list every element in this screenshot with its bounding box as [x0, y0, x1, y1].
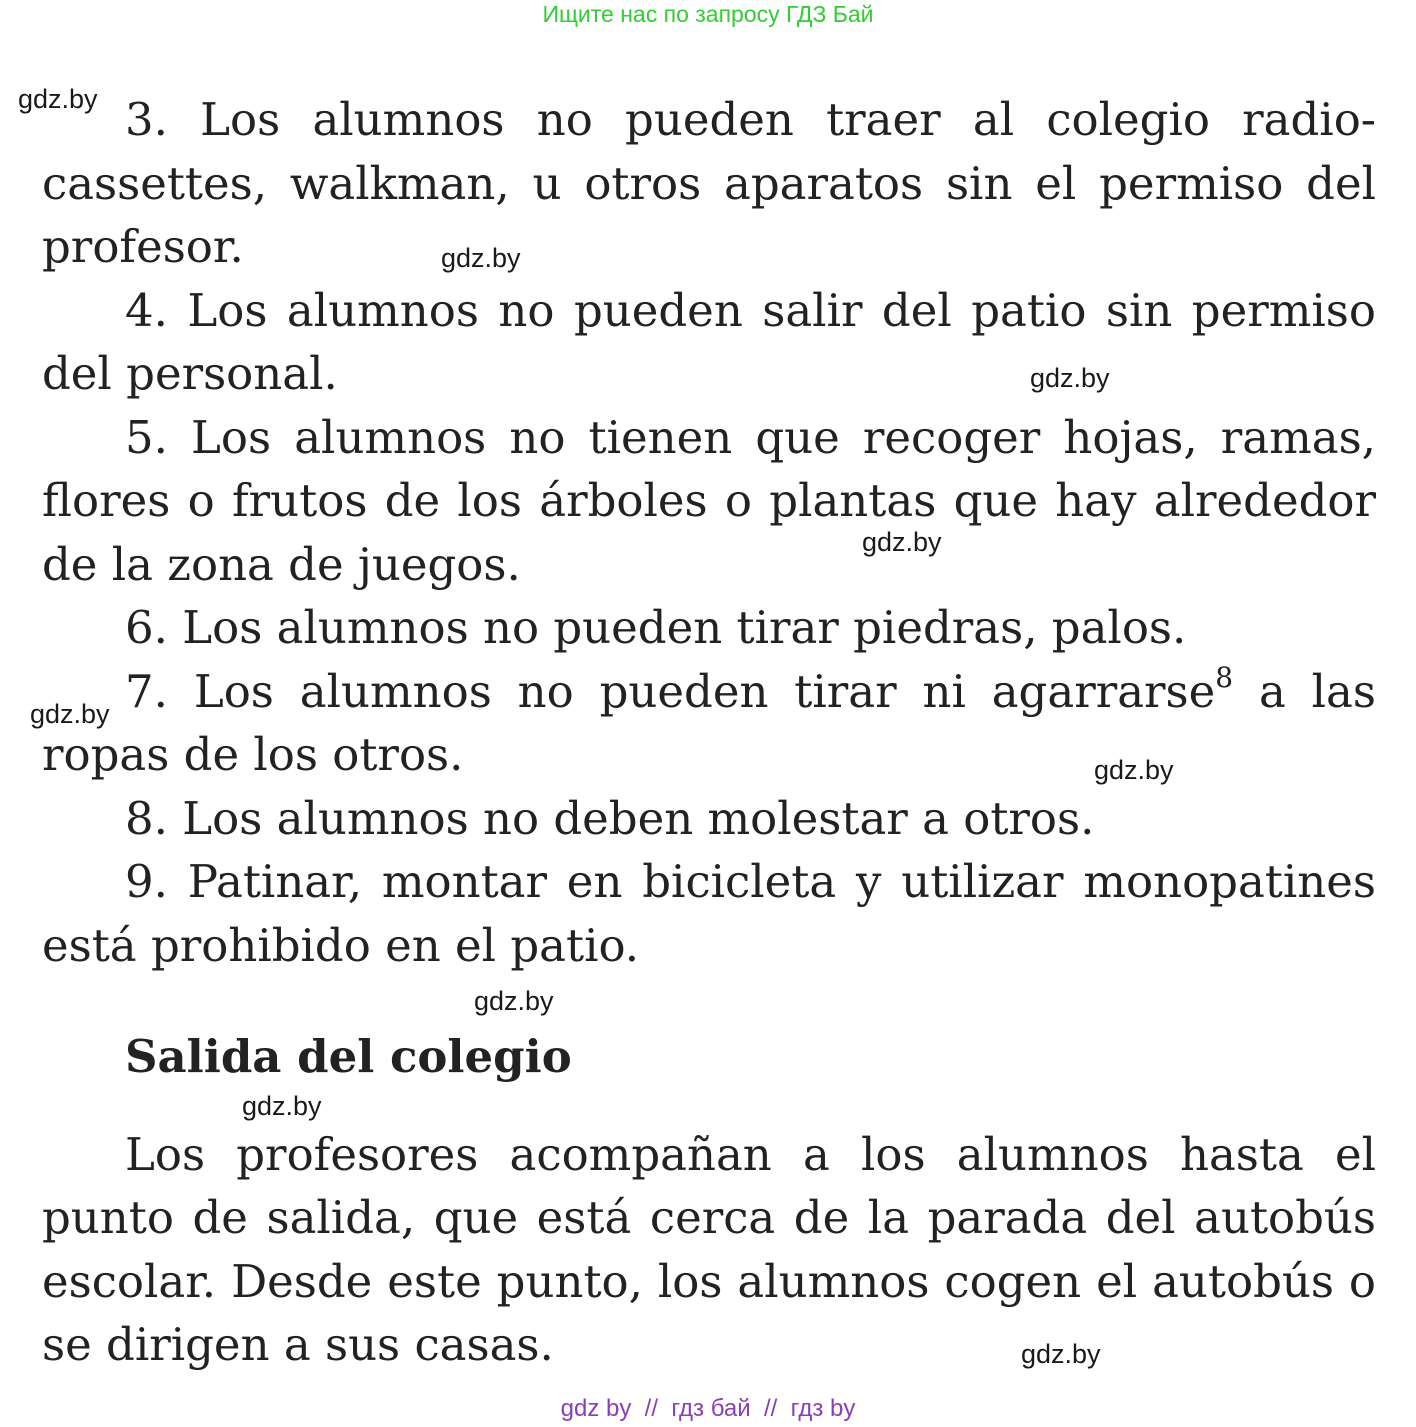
rule-number: 3. — [125, 93, 168, 146]
rule-text: Los alumnos no pueden tirar ni agarrarse — [193, 664, 1216, 718]
watermark: gdz.by — [1021, 1339, 1101, 1369]
rule-text: a las ropas de los otros. — [42, 664, 1376, 781]
rule-number: 7. — [125, 664, 168, 718]
rule-4 — [42, 279, 1376, 406]
rule-7 — [42, 660, 1376, 787]
section-title: Salida del colegio — [125, 1030, 572, 1083]
watermark: gdz.by — [18, 84, 98, 114]
watermark: gdz.by — [1030, 363, 1110, 393]
rule-number: 8. — [125, 791, 168, 845]
watermark: gdz.by — [242, 1091, 322, 1121]
rule-5 — [42, 406, 1376, 597]
rule-6 — [42, 596, 1376, 660]
header-search-hint: Ищите нас по запросу ГДЗ Бай — [542, 1, 874, 27]
rule-text: Los alumnos no tienen que recoger hojas, ramas, flores o frutos de los árboles o plantas que hay alrededor de la zona de juegos. — [42, 410, 1376, 591]
rule-text: Los alumnos no pueden traer al colegio radio-cassettes, walkman, u otros aparatos sin el permiso del profesor. — [42, 93, 1376, 273]
rule-text: Los alumnos no deben molestar a otros. — [182, 791, 1095, 845]
watermark: gdz.by — [862, 527, 942, 557]
rule-3 — [42, 88, 1376, 279]
watermark: gdz.by — [30, 699, 110, 729]
rule-text: Los alumnos no pueden tirar piedras, palos. — [182, 601, 1187, 654]
rule-number: 9. — [125, 855, 168, 908]
rule-number: 6. — [125, 601, 168, 654]
rule-number: 5. — [125, 410, 168, 464]
watermark: gdz.by — [441, 243, 521, 273]
watermark: gdz.by — [474, 986, 554, 1016]
rule-9 — [42, 850, 1376, 977]
rule-text: Patinar, montar en bicicleta y utilizar monopatines está prohibido en el patio. — [42, 855, 1376, 972]
watermark: gdz.by — [1094, 755, 1174, 785]
rule-text: Los alumnos no pueden salir del patio sin permiso del personal. — [42, 283, 1376, 400]
textbook-page — [42, 88, 1376, 1377]
footnote-mark: 8 — [1215, 660, 1234, 694]
rule-8 — [42, 787, 1376, 851]
rule-number: 4. — [125, 283, 168, 337]
section-body: Los profesores acompañan a los alumnos hasta el punto de salida, que está cerca de la parada del autobús escolar. Desde este punto, los alumnos cogen el autobús o se dirigen a sus casas. — [42, 1127, 1376, 1371]
footer-links: gdz by // гдз бай // гдз by — [560, 1395, 856, 1422]
